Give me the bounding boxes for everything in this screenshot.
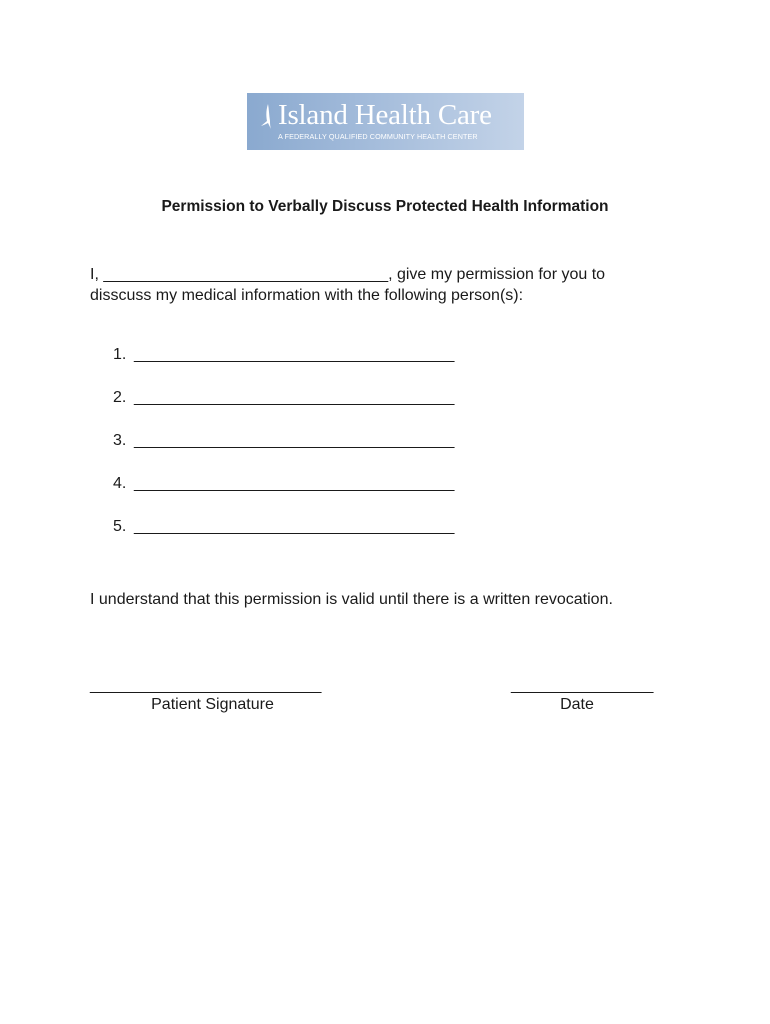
intro-line: I, ________________________________, give my permission for you to [90,266,606,283]
document-title: Permission to Verbally Discuss Protected Health Information [161,198,609,215]
person-number: 3. [113,432,127,449]
person-number: 1. [113,346,127,363]
person-entry [113,475,454,518]
person-entry [113,346,454,389]
revocation-statement: I understand that this permission is valid until there is a written revocation. [90,591,613,608]
intro-line: disscuss my medical information with the following person(s): [90,287,524,304]
logo-name: Island Health Care [278,99,492,131]
date-label: Date [560,696,594,713]
bird-icon [257,102,277,132]
person-number: 4. [113,475,127,492]
person-entry [113,389,454,432]
signature-line: __________________________ [90,677,322,694]
person-number: 2. [113,389,127,406]
person-list [113,346,454,561]
signature-label: Patient Signature [151,696,274,713]
person-blank: ____________________________________ [134,389,455,406]
logo [247,93,524,150]
person-number: 5. [113,518,127,535]
person-entry [113,518,454,561]
person-blank: ____________________________________ [134,346,455,363]
person-entry [113,432,454,475]
intro-paragraph [90,264,730,306]
logo-tagline: A FEDERALLY QUALIFIED COMMUNITY HEALTH CENTER [278,132,478,141]
person-blank: ____________________________________ [134,518,455,535]
person-blank: ____________________________________ [134,432,455,449]
person-blank: ____________________________________ [134,475,455,492]
date-line: ________________ [511,677,654,694]
